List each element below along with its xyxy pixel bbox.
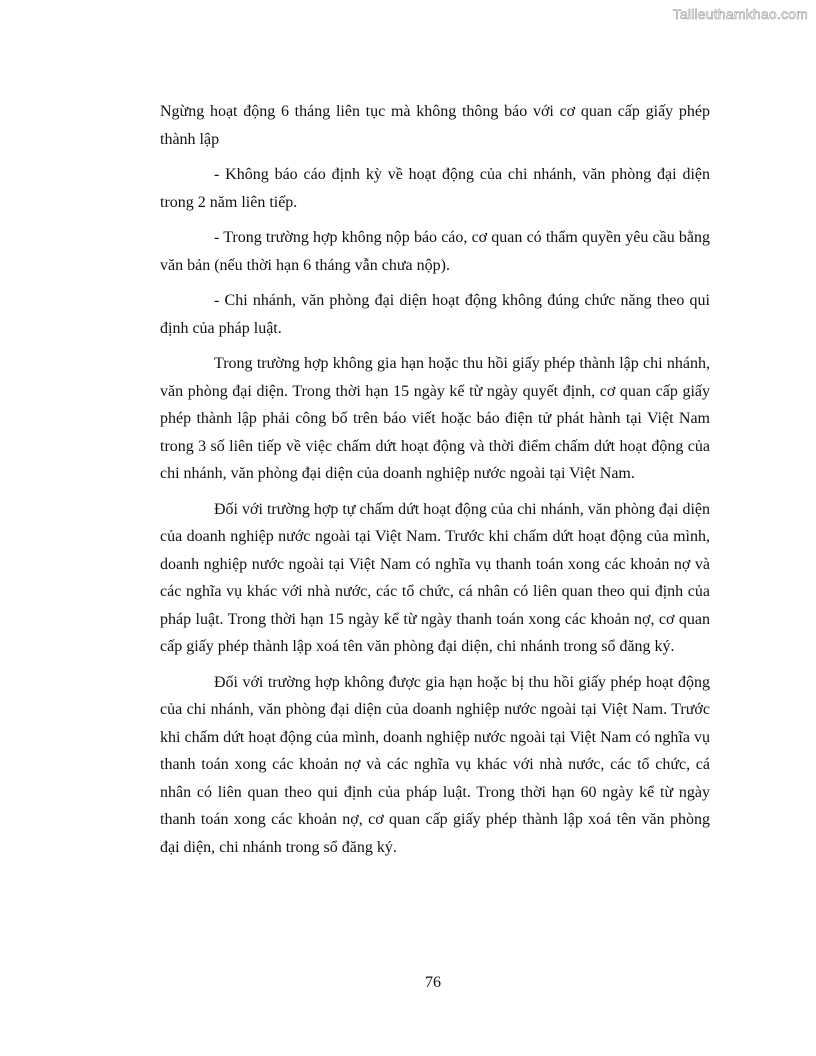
paragraph: Trong trường hợp không gia hạn hoặc thu hồi giấy phép thành lập chi nhánh, văn phòng đại diện. Trong thời hạn 15 ngày kể từ ngày quyết định, cơ quan cấp giấy phép thành lập phải công bố trên báo viết hoặc báo điện tử phát hành tại Việt Nam trong 3 số liên tiếp về việc chấm dứt hoạt động và thời điểm chấm dứt hoạt động của chi nhánh, văn phòng đại diện của doanh nghiệp nước ngoài tại Việt Nam.	[160, 355, 710, 482]
paragraph: - Trong trường hợp không nộp báo cáo, cơ quan có thẩm quyền yêu cầu bằng văn bản (nếu thời hạn 6 tháng vẫn chưa nộp).	[160, 229, 710, 274]
paragraph: - Chi nhánh, văn phòng đại diện hoạt động không đúng chức năng theo qui định của pháp luật.	[160, 292, 710, 337]
document-body	[160, 98, 710, 869]
watermark: Tailieuthamkhao.com	[672, 6, 808, 22]
paragraph: Đối với trường hợp không được gia hạn hoặc bị thu hồi giấy phép hoạt động của chi nhánh, văn phòng đại diện của doanh nghiệp nước ngoài tại Việt Nam. Trước khi chấm dứt hoạt động của mình, doanh nghiệp nước ngoài tại Việt Nam có nghĩa vụ thanh toán xong các khoản nợ và các nghĩa vụ khác với nhà nước, các tổ chức, cá nhân có liên quan theo qui định của pháp luật. Trong thời hạn 60 ngày kể từ ngày thanh toán xong các khoản nợ, cơ quan cấp giấy phép thành lập xoá tên văn phòng đại diện, chi nhánh trong sổ đăng ký.	[160, 673, 710, 856]
page-number: 76	[425, 974, 441, 991]
paragraph: - Không báo cáo định kỳ về hoạt động của chi nhánh, văn phòng đại diện trong 2 năm liên tiếp.	[160, 166, 710, 211]
paragraph: Đối với trường hợp tự chấm dứt hoạt động của chi nhánh, văn phòng đại diện của doanh nghiệp nước ngoài tại Việt Nam. Trước khi chấm dứt hoạt động của mình, doanh nghiệp nước ngoài tại Việt Nam có nghĩa vụ thanh toán xong các khoản nợ và các nghĩa vụ khác với nhà nước, các tổ chức, cá nhân có liên quan theo qui định của pháp luật. Trong thời hạn 15 ngày kể từ ngày thanh toán xong các khoản nợ, cơ quan cấp giấy phép thành lập xoá tên văn phòng đại diện, chi nhánh trong sổ đăng ký.	[160, 500, 710, 655]
paragraph: Ngừng hoạt động 6 tháng liên tục mà không thông báo với cơ quan cấp giấy phép thành lập	[160, 103, 710, 148]
